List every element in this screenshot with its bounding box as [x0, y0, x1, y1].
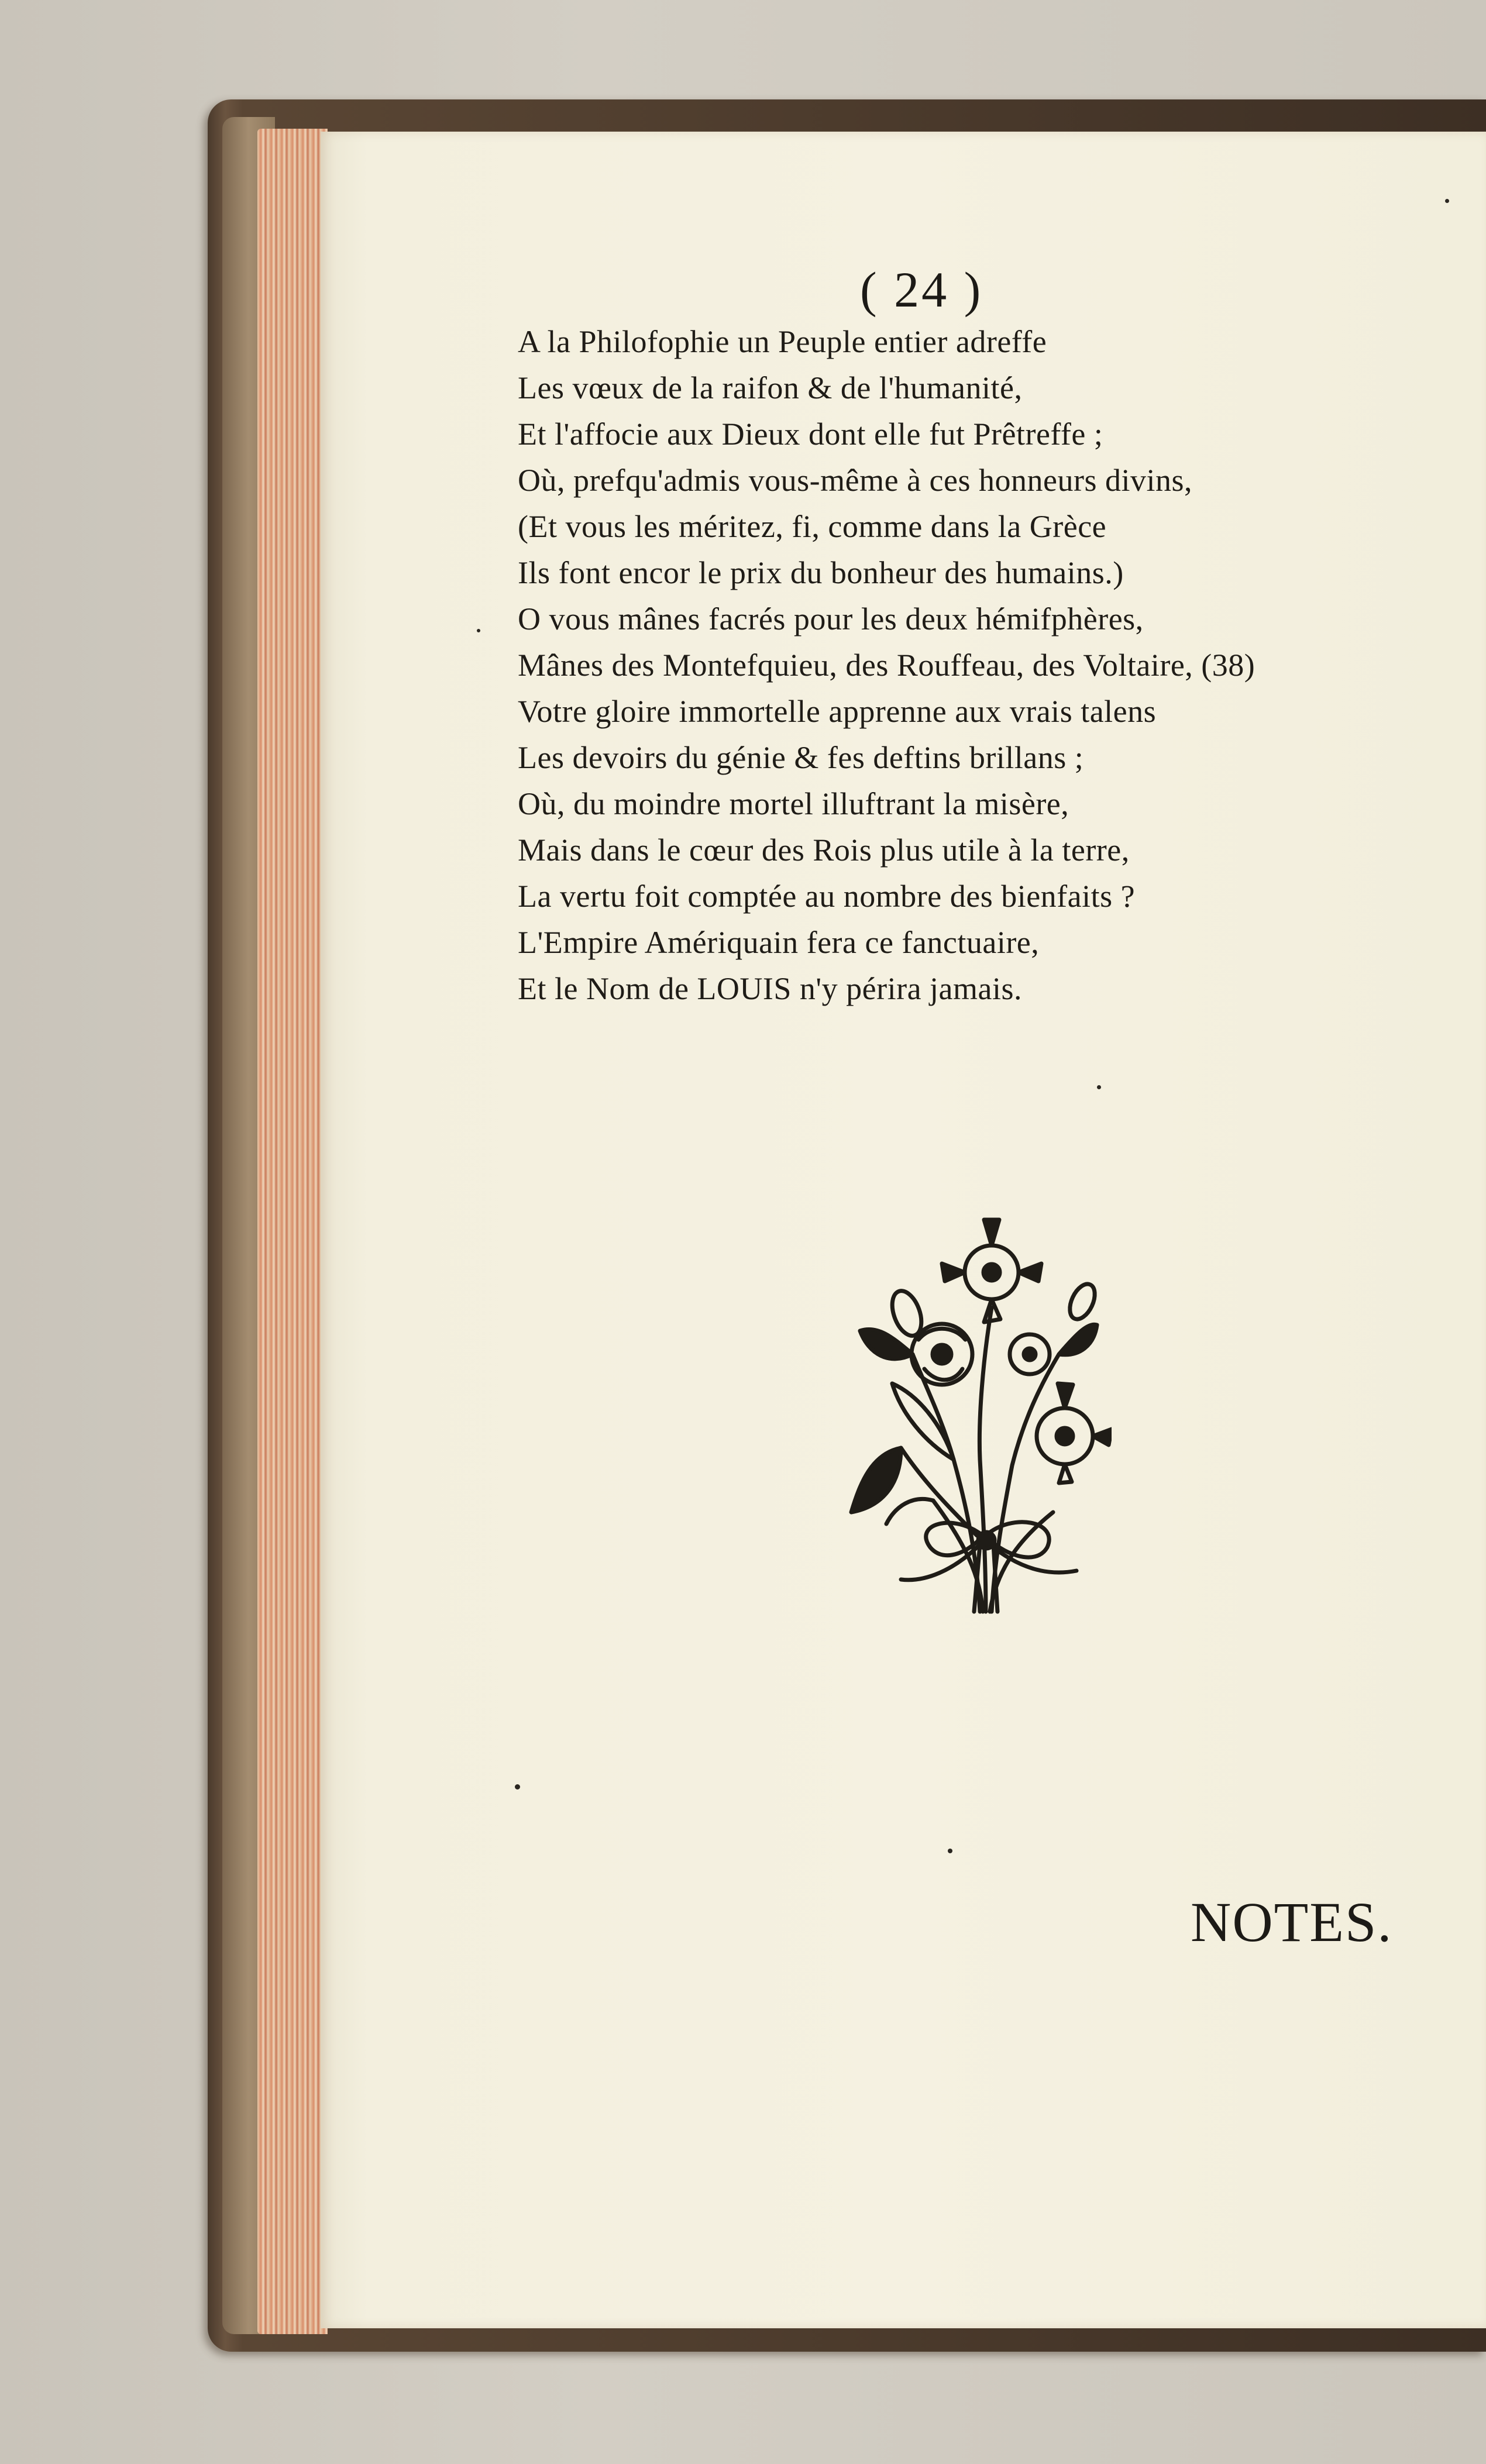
ink-speck — [948, 1849, 952, 1853]
page-edges — [257, 129, 328, 2334]
poem-line: Les devoirs du génie & fes deftins brillans ; — [518, 740, 1084, 775]
poem-line: Et l'affocie aux Dieux dont elle fut Prêtreffe ; — [518, 417, 1103, 452]
ink-speck — [477, 629, 480, 632]
poem-line: A la Philofophie un Peuple entier adreffe — [518, 324, 1047, 359]
poem-line: Où, prefqu'admis vous-même à ces honneurs divins, — [518, 463, 1192, 498]
ink-speck — [1097, 1085, 1101, 1089]
ink-speck — [515, 1784, 520, 1790]
floral-bouquet-icon — [837, 1208, 1112, 1629]
poem-text — [518, 319, 1430, 1012]
page-number: ( 24 ) — [860, 261, 983, 318]
poem-line: La vertu foit comptée au nombre des bienfaits ? — [518, 879, 1136, 914]
poem-line: (Et vous les méritez, fi, comme dans la Grèce — [518, 509, 1107, 544]
poem-line: L'Empire Amériquain fera ce fanctuaire, — [518, 925, 1040, 960]
poem-line: Votre gloire immortelle apprenne aux vrais talens — [518, 694, 1157, 729]
poem-line: Où, du moindre mortel illuftrant la misère, — [518, 786, 1069, 821]
poem-line: Et le Nom de LOUIS n'y périra jamais. — [518, 971, 1023, 1006]
poem-line: Les vœux de la raifon & de l'humanité, — [518, 370, 1023, 405]
poem-line: O vous mânes facrés pour les deux hémifphères, — [518, 601, 1144, 636]
poem-line: Mânes des Montefquieu, des Rouffeau, des Voltaire, (38) — [518, 648, 1255, 683]
ink-speck — [1445, 199, 1449, 203]
poem-line: Ils font encor le prix du bonheur des humains.) — [518, 555, 1124, 590]
poem-line: Mais dans le cœur des Rois plus utile à la terre, — [518, 832, 1130, 868]
notes-heading: NOTES. — [1191, 1891, 1393, 1953]
